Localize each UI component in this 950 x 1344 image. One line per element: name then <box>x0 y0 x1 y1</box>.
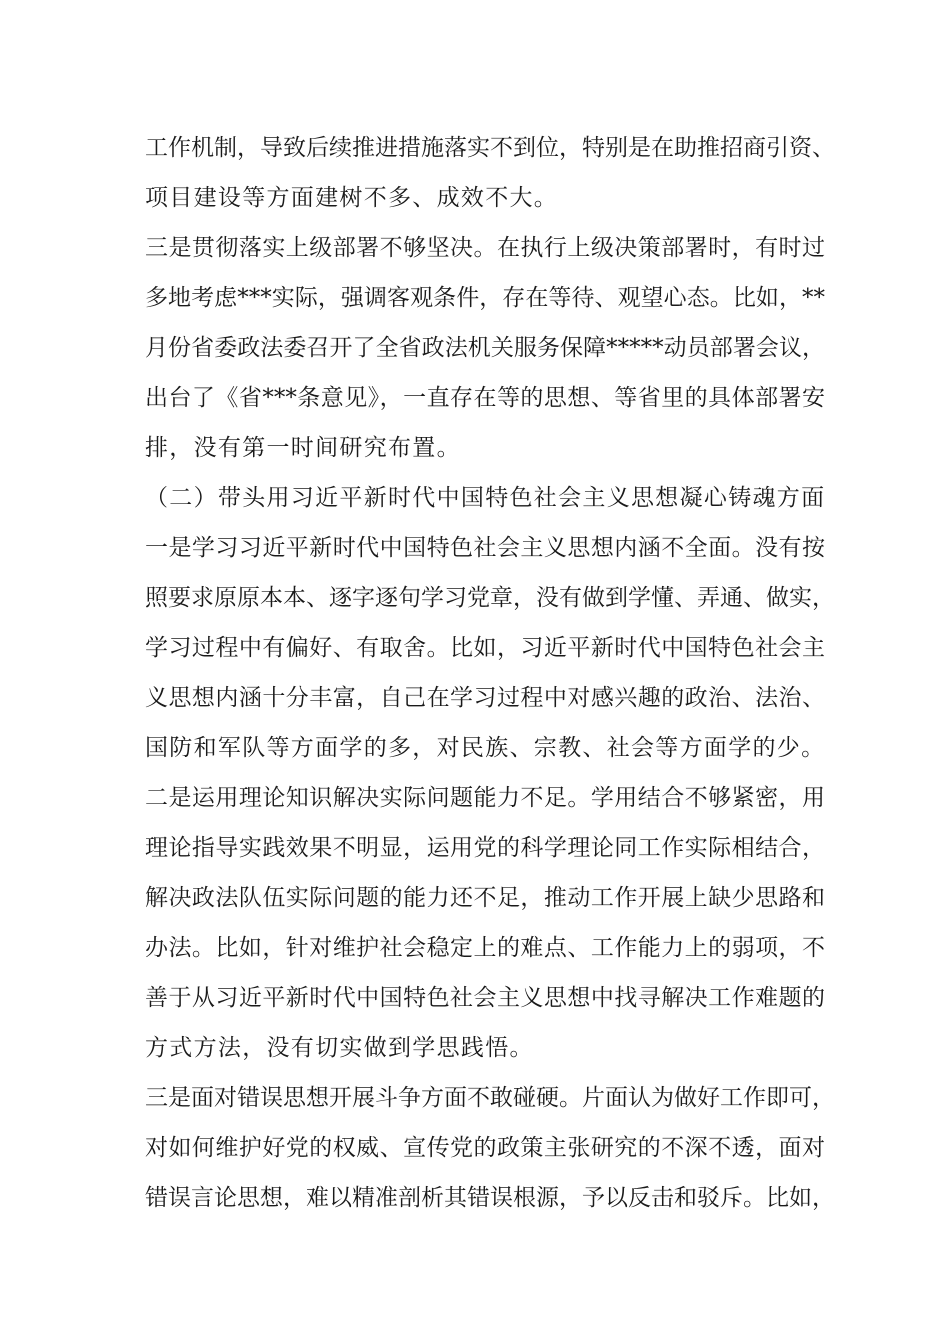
text-line-11: 学习过程中有偏好、有取舍。比如，习近平新时代中国特色社会主 <box>145 635 825 661</box>
text-line-15: 理论指导实践效果不明显，运用党的科学理论同工作实际相结合， <box>145 835 825 861</box>
text-line-18: 善于从习近平新时代中国特色社会主义思想中找寻解决工作难题的 <box>145 985 825 1011</box>
text-line-2: 项目建设等方面建树不多、成效不大。 <box>145 185 559 211</box>
text-line-19: 方式方法，没有切实做到学思践悟。 <box>145 1035 534 1061</box>
text-line-3: 三是贯彻落实上级部署不够坚决。在执行上级决策部署时，有时过 <box>145 235 825 261</box>
text-line-16: 解决政法队伍实际问题的能力还不足，推动工作开展上缺少思路和 <box>145 885 825 911</box>
text-line-1: 工作机制，导致后续推进措施落实不到位，特别是在助推招商引资、 <box>145 135 835 161</box>
text-line-22: 错误言论思想，难以精准剖析其错误根源，予以反击和驳斥。比如， <box>145 1185 835 1211</box>
text-line-6: 出台了《省***条意见》，一直存在等的思想、等省里的具体部署安 <box>145 385 825 411</box>
text-line-13: 国防和军队等方面学的多，对民族、宗教、社会等方面学的少。 <box>145 735 826 761</box>
text-line-5: 月份省委政法委召开了全省政法机关服务保障*****动员部署会议， <box>145 335 825 361</box>
text-line-12: 义思想内涵十分丰富，自己在学习过程中对感兴趣的政治、法治、 <box>145 685 825 711</box>
text-line-9: 一是学习习近平新时代中国特色社会主义思想内涵不全面。没有按 <box>145 535 825 561</box>
text-line-21: 对如何维护好党的权威、宣传党的政策主张研究的不深不透，面对 <box>145 1135 825 1161</box>
text-line-20: 三是面对错误思想开展斗争方面不敢碰硬。片面认为做好工作即可， <box>145 1085 835 1111</box>
text-line-7: 排，没有第一时间研究布置。 <box>145 435 461 461</box>
text-line-14: 二是运用理论知识解决实际问题能力不足。学用结合不够紧密，用 <box>145 785 825 811</box>
text-line-17: 办法。比如，针对维护社会稳定上的难点、工作能力上的弱项，不 <box>145 935 825 961</box>
text-line-10: 照要求原原本本、逐字逐句学习党章，没有做到学懂、弄通、做实， <box>145 585 835 611</box>
text-line-4: 多地考虑***实际，强调客观条件，存在等待、观望心态。比如，** <box>145 285 825 311</box>
section-heading: （二）带头用习近平新时代中国特色社会主义思想凝心铸魂方面 <box>145 485 826 511</box>
